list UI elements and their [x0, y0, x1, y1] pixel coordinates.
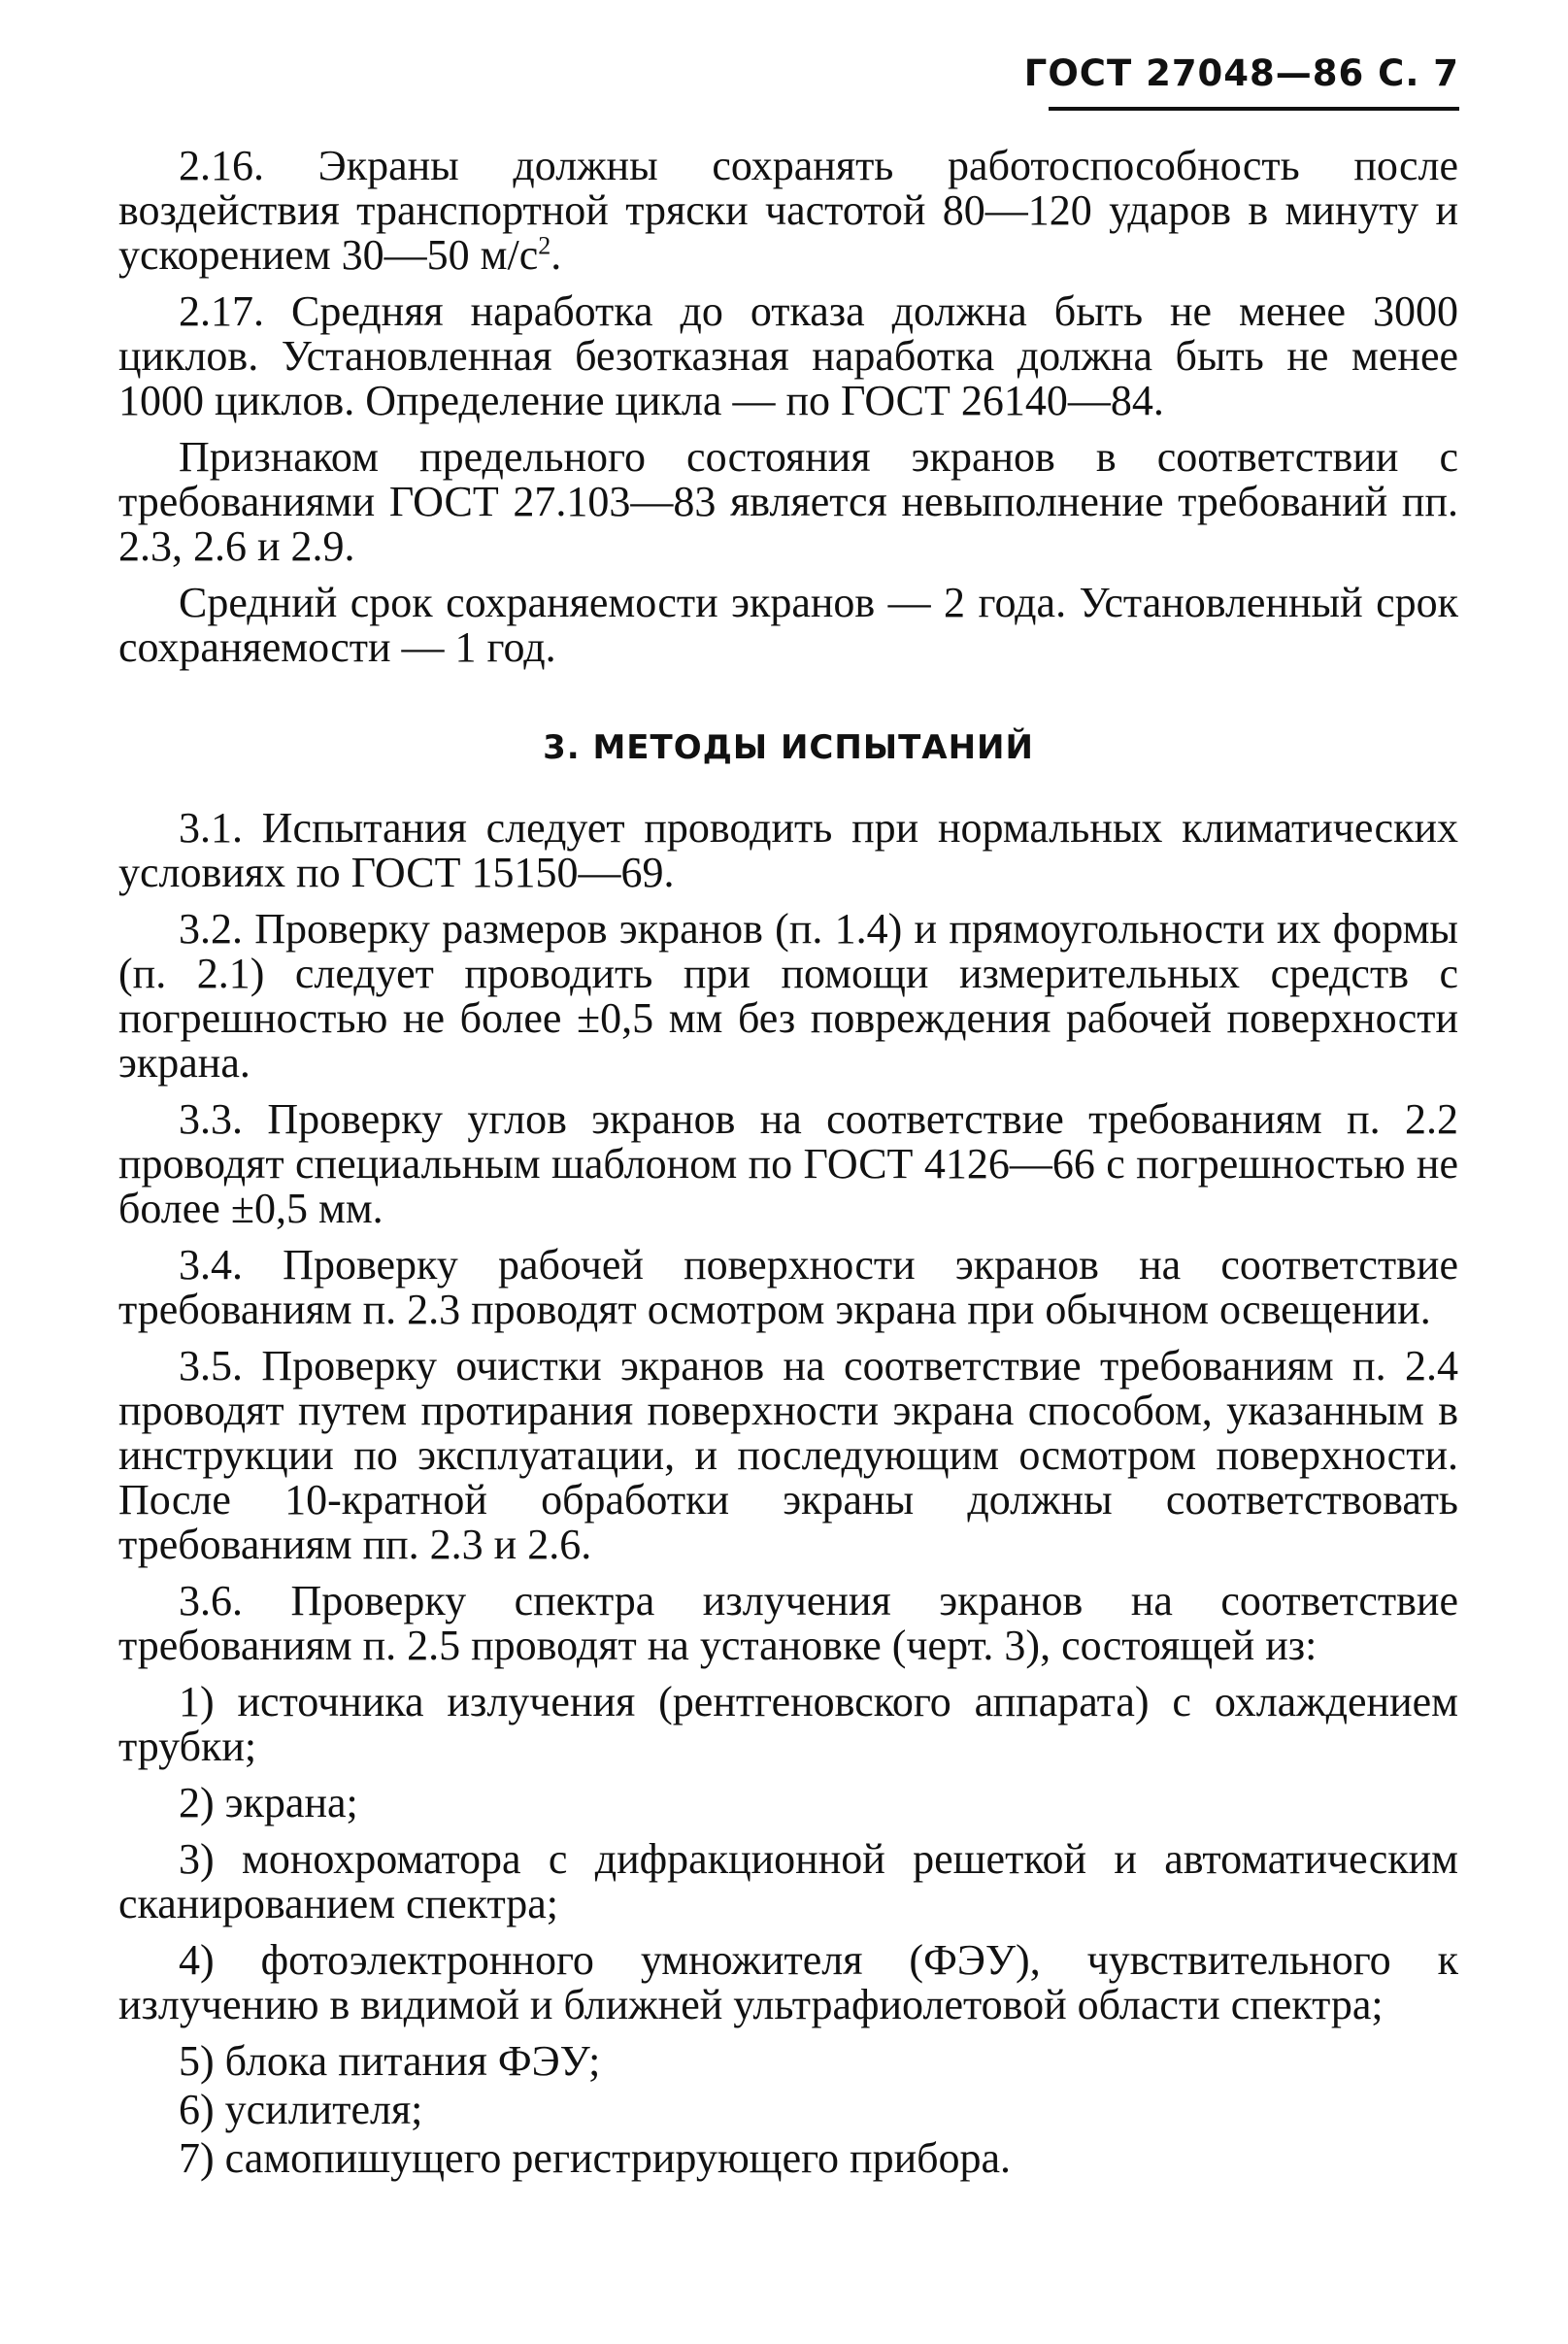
- document-body: [118, 144, 1458, 2185]
- paragraph-3-2: 3.2. Проверку размеров экранов (п. 1.4) и прямоугольности их формы (п. 2.1) следует проводить при помощи измерительных средств с погрешностью не более ±0,5 мм без повреждения рабочей поверхности экрана.: [118, 905, 1458, 1087]
- list-item: 1) источника излучения (рентгеновского аппарата) с охлаждением трубки;: [118, 1678, 1458, 1770]
- paragraph-limit-state: Признаком предельного состояния экранов в соответствии с требованиями ГОСТ 27.103—83 является невыполнение требований пп. 2.3, 2.6 и 2.9.: [118, 433, 1458, 570]
- paragraph-3-6: 3.6. Проверку спектра излучения экранов на соответствие требованиям п. 2.5 проводят на установке (черт. 3), состоящей из:: [118, 1577, 1458, 1669]
- header-standard-page: ГОСТ 27048—86 С. 7: [1023, 52, 1459, 94]
- paragraph-2-16-text: 2.16. Экраны должны сохранять работоспособность после воздействия транспортной тряски частотой 80—120 ударов в минуту и ускорением 30—50 м/с: [118, 142, 1458, 279]
- paragraph-3-5: 3.5. Проверку очистки экранов на соответствие требованиям п. 2.4 проводят путем протирания поверхности экрана способом, указанным в инструкции по эксплуатации, и последующим осмотром поверхности. После 10-кратной обработки экраны должны соответствовать требованиям пп. 2.3 и 2.6.: [118, 1342, 1458, 1568]
- paragraph-3-3: 3.3. Проверку углов экранов на соответствие требованиям п. 2.2 проводят специальным шаблоном по ГОСТ 4126—66 с погрешностью не более ±0,5 мм.: [118, 1095, 1458, 1232]
- equipment-list: [118, 1680, 1458, 2181]
- list-item: 4) фотоэлектронного умножителя (ФЭУ), чувствительного к излучению в видимой и ближней ультрафиолетовой области спектра;: [118, 1936, 1458, 2028]
- list-item: 2) экрана;: [179, 1779, 358, 1826]
- page-header: [1023, 45, 1459, 111]
- paragraph-2-17: 2.17. Средняя наработка до отказа должна быть не менее 3000 циклов. Установленная безотказная наработка должна быть не менее 1000 циклов. Определение цикла — по ГОСТ 26140—84.: [118, 287, 1458, 424]
- paragraph-2-16: [118, 144, 1458, 278]
- superscript: 2: [538, 231, 551, 260]
- section-title: 3. МЕТОДЫ ИСПЫТАНИЙ: [543, 728, 1034, 767]
- paragraph-storage-life: Средний срок сохраняемости экранов — 2 года. Установленный срок сохраняемости — 1 год.: [118, 579, 1458, 671]
- paragraph-2-16-end: .: [550, 231, 562, 279]
- list-item: 7) самопишущего регистрирующего прибора.: [179, 2134, 1012, 2182]
- list-item: 3) монохроматора с дифракционной решеткой и автоматическим сканированием спектра;: [118, 1835, 1458, 1927]
- paragraph-3-4: 3.4. Проверку рабочей поверхности экранов на соответствие требованиям п. 2.3 проводят осмотром экрана при обычном освещении.: [118, 1241, 1458, 1333]
- paragraph-3-1: 3.1. Испытания следует проводить при нормальных климатических условиях по ГОСТ 15150—69.: [118, 804, 1458, 896]
- list-item: 6) усилителя;: [179, 2086, 423, 2133]
- list-item: 5) блока питания ФЭУ;: [179, 2037, 601, 2085]
